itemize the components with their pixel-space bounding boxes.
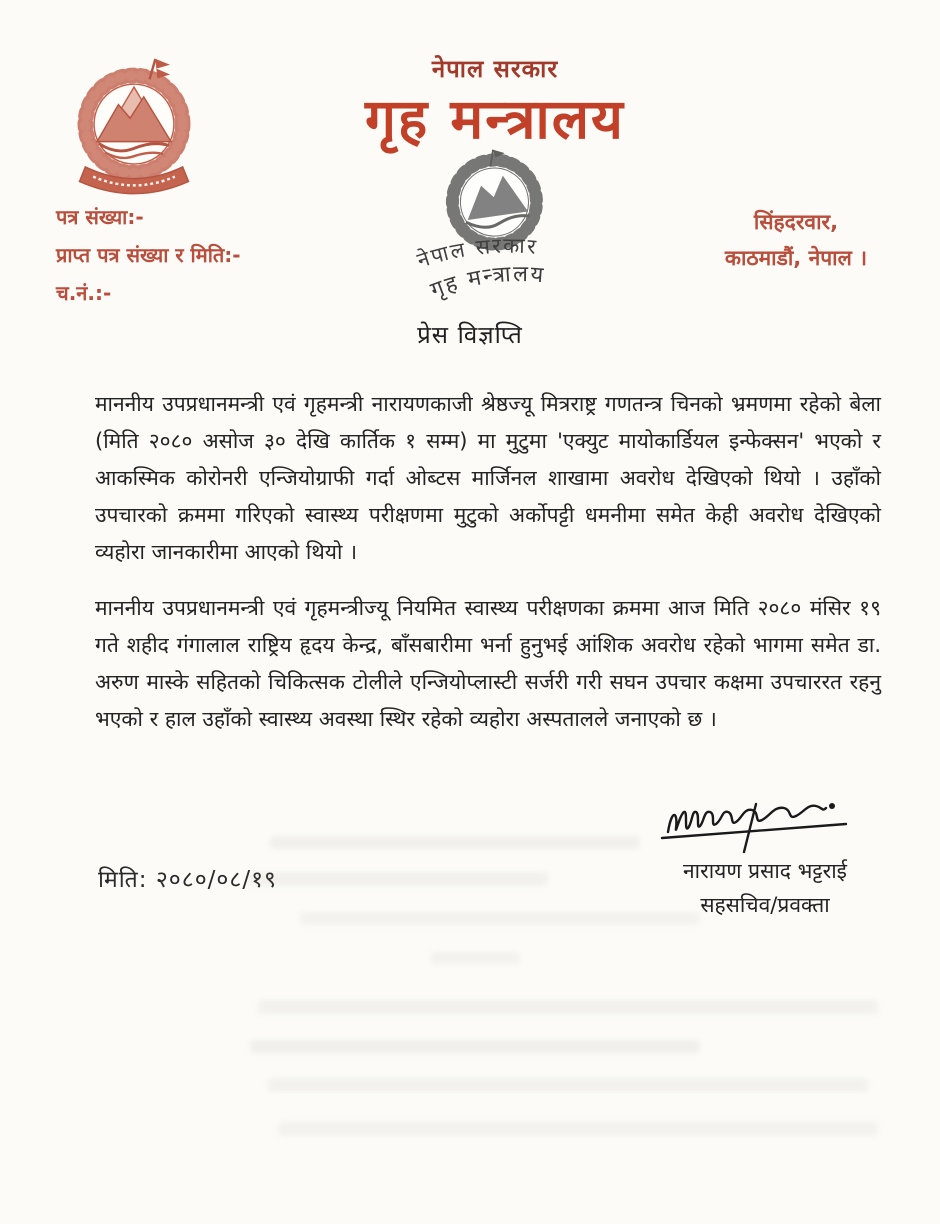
- bleedthrough-line: [250, 1040, 700, 1053]
- signature-icon: [660, 796, 870, 854]
- date-line: मिति: २०८०/०८/१९: [98, 867, 278, 893]
- address-line-2: काठमाडौं, नेपाल ।: [724, 246, 868, 270]
- paragraph-2: माननीय उपप्रधानमन्त्री एवं गृहमन्त्रीज्यू नियमित स्वास्थ्य परीक्षणका क्रममा आज मिति २०८० मंसिर १९ गते शहीद गंगालाल राष्ट्रिय हृदय केन्द्र, बाँसबारीमा भर्ना हुनुभई आंशिक अवरोध रहेको भागमा समेत डा. अरुण मास्के सहितको चिकित्सक टोलीले एन्जियोप्लास्टी सर्जरी गरी सघन उपचार कक्षमा उपचाररत रहनु भएको र हाल उहाँको स्वास्थ्य अवस्था स्थिर रहेको व्यहोरा अस्पतालले जनाएको छ ।: [95, 596, 881, 731]
- reference-block: [56, 204, 241, 318]
- bleedthrough-line: [430, 952, 520, 964]
- ministry-stamp-icon: [390, 146, 600, 314]
- letterhead: [25, 54, 940, 151]
- ministry-name: गृह मन्त्रालय: [365, 87, 625, 151]
- serial-number-label: च.नं.:-: [56, 281, 112, 305]
- paragraph-1: माननीय उपप्रधानमन्त्री एवं गृहमन्त्री नारायणकाजी श्रेष्ठज्यू मित्रराष्ट्र गणतन्त्र चिनको भ्रमणमा रहेको बेला (मिति २०८० असोज ३० देखि कार्तिक १ सम्म) मा मुटुमा 'एक्युट मायोकार्डियल इन्फेक्सन' भएको र आकस्मिक कोरोनरी एन्जियोग्राफी गर्दा ओब्टस मार्जिनल शाखामा अवरोध देखिएको थियो । उहाँको उपचारको क्रममा गरिएको स्वास्थ्य परीक्षणमा मुटुको अर्कोपट्टी धमनीमा समेत केही अवरोध देखिएको व्यहोरा जानकारीमा आएको थियो ।: [95, 392, 881, 564]
- signatory-title: सहसचिव/प्रवक्ता: [700, 893, 830, 917]
- address-line-1: सिंहदरवार,: [753, 210, 839, 234]
- bleedthrough-line: [268, 1078, 868, 1092]
- svg-text:गृह मन्त्रालय: [427, 262, 546, 303]
- page-title: प्रेस विज्ञप्ति: [417, 321, 523, 349]
- letter-number-label: पत्र संख्या:-: [56, 205, 144, 229]
- address-block: [698, 204, 894, 276]
- signature-block: [632, 796, 898, 922]
- bleedthrough-line: [278, 1122, 878, 1136]
- stamp-ministry-text: गृह मन्त्रालय: [427, 262, 547, 304]
- press-release-body: [95, 386, 881, 757]
- signatory-name: नारायण प्रसाद भट्टराई: [683, 859, 847, 883]
- bleedthrough-line: [270, 836, 640, 849]
- bleedthrough-line: [258, 1000, 878, 1014]
- government-name: नेपाल सरकार: [431, 55, 559, 83]
- bleedthrough-line: [300, 912, 700, 925]
- stamp-government-text: नेपाल सरकार: [414, 233, 539, 273]
- bleedthrough-line: [248, 872, 548, 886]
- received-letter-label: प्राप्त पत्र संख्या र मिति:-: [56, 243, 241, 267]
